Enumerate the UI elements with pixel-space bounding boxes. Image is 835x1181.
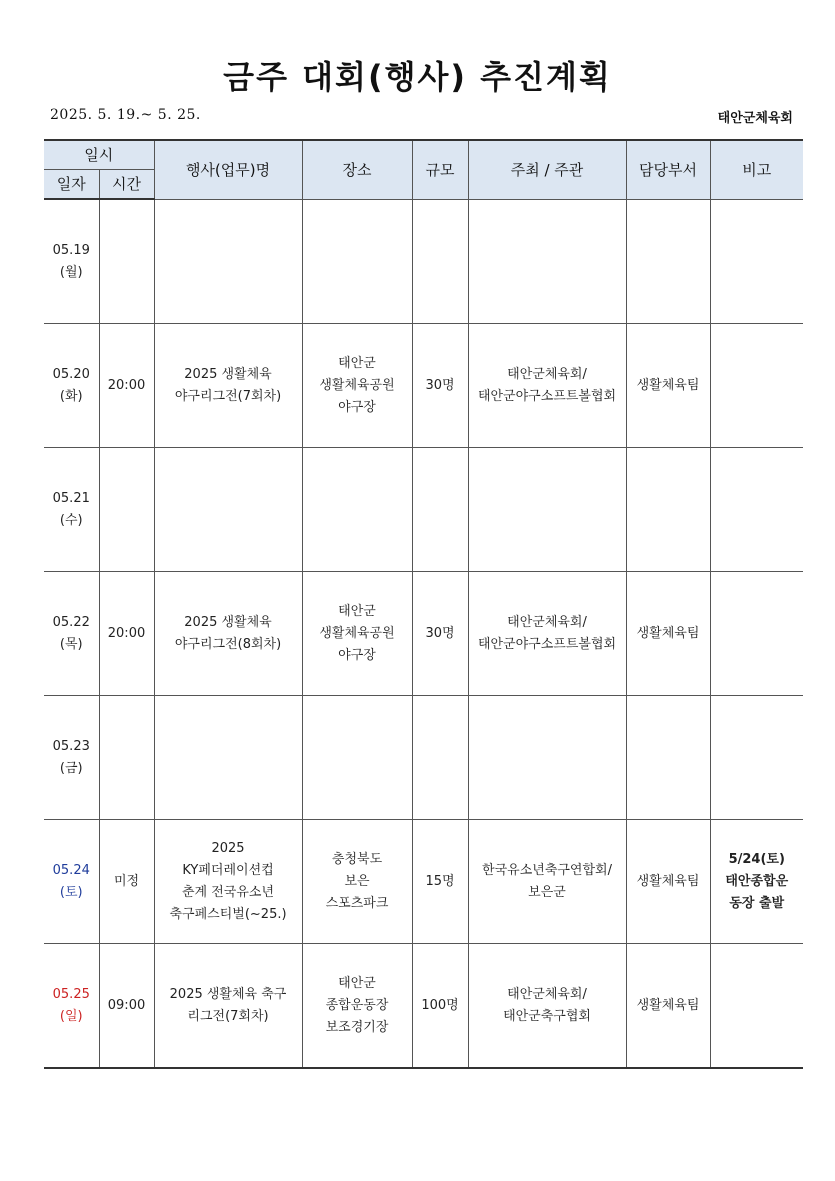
weekday-text: (목) — [59, 636, 83, 652]
schedule-row — [44, 448, 803, 572]
event-line: 야구리그전(8회차) — [174, 636, 282, 652]
cell-date — [44, 448, 99, 572]
page-title: 금주 대회(행사) 추진계획 — [223, 58, 612, 96]
place-line: 보은 — [344, 873, 370, 889]
cell-note — [710, 324, 803, 448]
host-line: 태안군체육회/ — [507, 614, 587, 630]
cell-event — [154, 696, 302, 820]
header-date: 일자 — [44, 169, 99, 199]
cell-scale — [412, 199, 468, 324]
cell-note — [710, 199, 803, 324]
scale-text: 15명 — [425, 873, 455, 889]
scale-text: 30명 — [425, 377, 455, 393]
date-text: 05.25 — [52, 986, 90, 1002]
cell-time — [99, 820, 154, 944]
cell-place — [302, 199, 412, 324]
schedule-row — [44, 944, 803, 1069]
event-line: 춘계 전국유소년 — [181, 884, 275, 900]
event-line: 리그전(7회차) — [187, 1008, 269, 1024]
cell-date — [44, 199, 99, 324]
host-line: 태안군야구소프트볼협회 — [477, 636, 617, 652]
weekday-text: (수) — [59, 512, 83, 528]
place-line: 태안군 — [338, 603, 376, 619]
place-line: 종합운동장 — [325, 997, 389, 1013]
cell-host — [468, 324, 626, 448]
schedule-row — [44, 324, 803, 448]
cell-dept — [626, 572, 710, 696]
schedule-row — [44, 199, 803, 324]
host-line: 한국유소년축구연합회/ — [482, 862, 612, 878]
time-text: 미정 — [113, 873, 140, 889]
cell-scale — [412, 820, 468, 944]
schedule-row — [44, 696, 803, 820]
cell-note — [710, 572, 803, 696]
cell-note — [710, 696, 803, 820]
host-line: 보은군 — [528, 884, 566, 900]
cell-event — [154, 324, 302, 448]
note-line: 태안종합운 — [725, 873, 789, 889]
organization-name: 태안군체육회 — [717, 111, 793, 126]
place-line: 야구장 — [338, 399, 376, 415]
event-line: 축구페스티벌(~25.) — [169, 906, 287, 922]
place-line: 생활체육공원 — [319, 377, 395, 393]
schedule-row — [44, 820, 803, 944]
header-place: 장소 — [302, 140, 412, 199]
event-line: KY페더레이션컵 — [182, 862, 274, 878]
event-line: 2025 — [211, 840, 245, 856]
event-line: 2025 생활체육 — [184, 614, 272, 630]
event-line: 2025 생활체육 — [184, 366, 272, 382]
cell-scale — [412, 324, 468, 448]
host-line: 태안군체육회/ — [507, 986, 587, 1002]
cell-date — [44, 820, 99, 944]
place-line: 야구장 — [338, 647, 376, 663]
cell-place — [302, 944, 412, 1069]
schedule-table — [44, 139, 803, 1069]
cell-dept — [626, 944, 710, 1069]
cell-scale — [412, 572, 468, 696]
cell-note — [710, 448, 803, 572]
host-line: 태안군체육회/ — [507, 366, 587, 382]
cell-dept — [626, 820, 710, 944]
place-line: 보조경기장 — [325, 1019, 389, 1035]
time-text: 09:00 — [107, 997, 146, 1013]
host-line: 태안군축구협회 — [503, 1008, 591, 1024]
weekday-text: (일) — [59, 1008, 83, 1024]
note-line: 동장 출발 — [729, 895, 785, 911]
dept-text: 생활체육팀 — [636, 997, 700, 1013]
weekday-text: (월) — [59, 264, 83, 280]
weekday-text: (화) — [59, 388, 83, 404]
header-note: 비고 — [710, 140, 803, 199]
cell-date — [44, 324, 99, 448]
dept-text: 생활체육팀 — [636, 377, 700, 393]
cell-scale — [412, 448, 468, 572]
cell-time — [99, 944, 154, 1069]
time-text: 20:00 — [107, 625, 146, 641]
cell-host — [468, 696, 626, 820]
cell-host — [468, 448, 626, 572]
time-text: 20:00 — [107, 377, 146, 393]
header-event: 행사(업무)명 — [154, 140, 302, 199]
cell-scale — [412, 696, 468, 820]
cell-event — [154, 448, 302, 572]
weekday-text: (토) — [59, 884, 83, 900]
header-datetime: 일시 — [44, 140, 154, 169]
cell-host — [468, 820, 626, 944]
cell-dept — [626, 448, 710, 572]
cell-scale — [412, 944, 468, 1069]
weekday-text: (금) — [59, 760, 83, 776]
scale-text: 30명 — [425, 625, 455, 641]
dept-text: 생활체육팀 — [636, 873, 700, 889]
cell-note — [710, 820, 803, 944]
cell-host — [468, 572, 626, 696]
cell-dept — [626, 199, 710, 324]
cell-time — [99, 448, 154, 572]
place-line: 충청북도 — [331, 851, 383, 867]
cell-place — [302, 696, 412, 820]
place-line: 생활체육공원 — [319, 625, 395, 641]
place-line: 스포츠파크 — [325, 895, 389, 911]
cell-event — [154, 820, 302, 944]
cell-date — [44, 572, 99, 696]
cell-place — [302, 820, 412, 944]
date-text: 05.24 — [52, 862, 90, 878]
cell-dept — [626, 696, 710, 820]
event-line: 야구리그전(7회차) — [174, 388, 282, 404]
place-line: 태안군 — [338, 975, 376, 991]
cell-dept — [626, 324, 710, 448]
cell-time — [99, 324, 154, 448]
cell-time — [99, 696, 154, 820]
schedule-row — [44, 572, 803, 696]
date-text: 05.19 — [52, 242, 90, 258]
cell-place — [302, 324, 412, 448]
cell-date — [44, 696, 99, 820]
date-text: 05.23 — [52, 738, 90, 754]
cell-event — [154, 944, 302, 1069]
cell-note — [710, 944, 803, 1069]
header-dept: 담당부서 — [626, 140, 710, 199]
cell-host — [468, 944, 626, 1069]
date-text: 05.20 — [52, 366, 90, 382]
cell-time — [99, 572, 154, 696]
cell-place — [302, 572, 412, 696]
host-line: 태안군야구소프트볼협회 — [477, 388, 617, 404]
header-time: 시간 — [99, 169, 154, 199]
date-range: 2025. 5. 19.~ 5. 25. — [50, 107, 201, 123]
cell-time — [99, 199, 154, 324]
date-text: 05.21 — [52, 490, 90, 506]
cell-date — [44, 944, 99, 1069]
date-text: 05.22 — [52, 614, 90, 630]
header-scale: 규모 — [412, 140, 468, 199]
note-line: 5/24(토) — [728, 851, 785, 867]
dept-text: 생활체육팀 — [636, 625, 700, 641]
cell-event — [154, 572, 302, 696]
place-line: 태안군 — [338, 355, 376, 371]
cell-place — [302, 448, 412, 572]
scale-text: 100명 — [421, 997, 459, 1013]
event-line: 2025 생활체육 축구 — [169, 986, 287, 1002]
header-host: 주최 / 주관 — [468, 140, 626, 199]
cell-event — [154, 199, 302, 324]
cell-host — [468, 199, 626, 324]
